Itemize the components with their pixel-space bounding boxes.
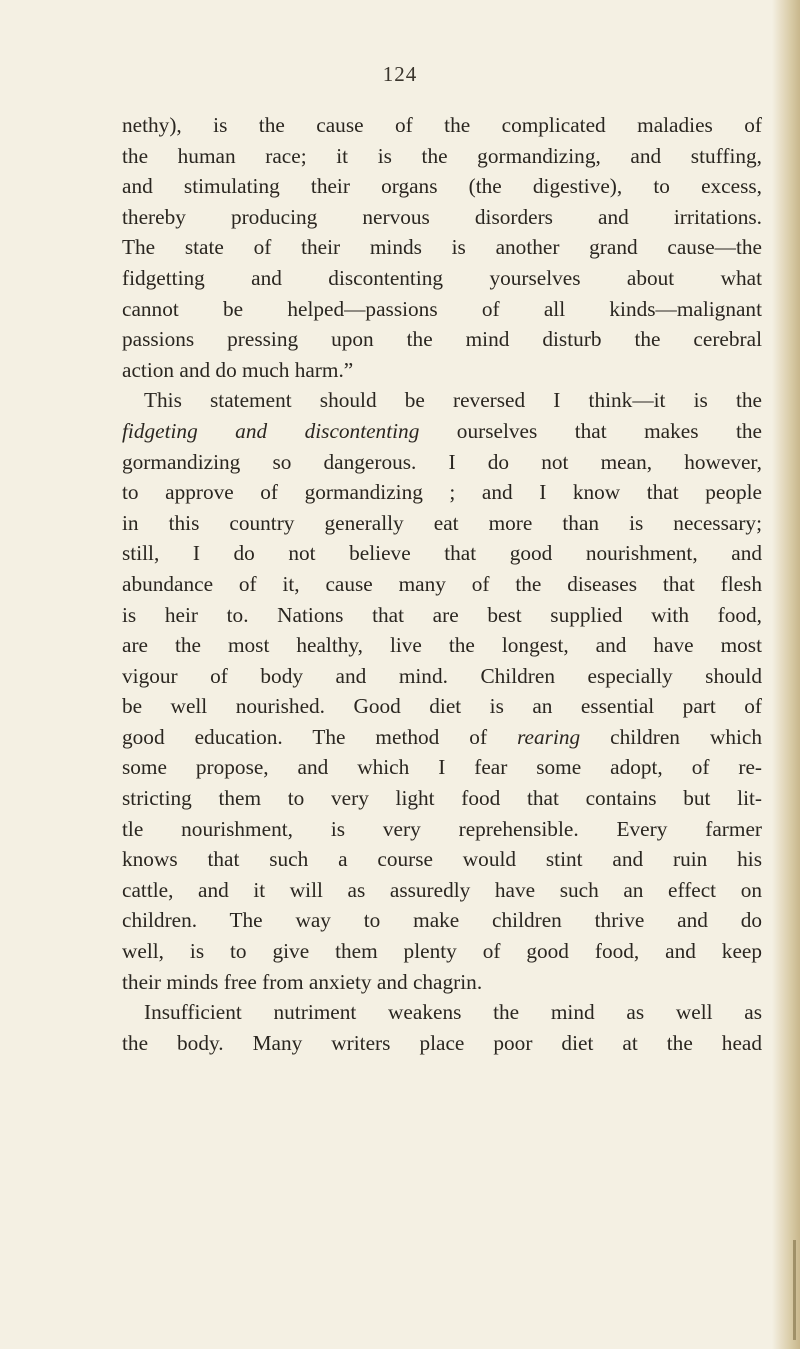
text-line: the human race; it is the gormandizing, and stuffing, [122,143,762,168]
text-line: The state of their minds is another grand cause—the [122,235,762,260]
text-line: fidgetting and discontenting yourselves about what [122,265,762,290]
text-segment: children which [580,724,762,749]
text-line: and stimulating their organs (the digestive), to excess, [122,174,762,199]
text-line: their minds free from anxiety and chagrin. [122,969,483,994]
text-line: passions pressing upon the mind disturb the cerebral [122,327,762,352]
text-line: well, is to give them plenty of good food, and keep [122,939,762,964]
text-line: thereby producing nervous disorders and irritations. [122,204,762,229]
page-edge-line [793,1240,796,1340]
text-segment: ourselves that makes the [419,418,762,443]
text-line: some propose, and which I fear some adopt, of re- [122,755,762,780]
text-line: cannot be helped—passions of all kinds—malignant [122,296,762,321]
text-line: gormandizing so dangerous. I do not mean, however, [122,449,762,474]
text-line: vigour of body and mind. Children especially should [122,663,762,688]
text-line: in this country generally eat more than is necessary; [122,510,762,535]
text-segment: good education. The method of [122,724,518,749]
text-line: is heir to. Nations that are best supplied with food, [122,602,762,627]
text-line [122,722,762,753]
page-number: 124 [382,62,418,86]
text-line: still, I do not believe that good nourishment, and [122,541,762,566]
text-line: This statement should be reversed I think—it is the [144,388,762,413]
text-line: to approve of gormandizing ; and I know that people [122,480,762,505]
text-line: stricting them to very light food that contains but lit- [122,786,762,811]
text-line: be well nourished. Good diet is an essential part of [122,694,762,719]
text-line: action and do much harm.” [122,357,354,382]
text-line [122,416,762,447]
text-line: knows that such a course would stint and ruin his [122,847,762,872]
text-line: nethy), is the cause of the complicated maladies of [122,113,762,137]
page-edge-shadow [772,0,800,1349]
text-line: children. The way to make children thrive and do [122,908,762,933]
text-line: Insufficient nutriment weakens the mind as well as [144,1000,762,1025]
text-line: tle nourishment, is very reprehensible. Every farmer [122,816,762,841]
body-text [122,110,762,1058]
text-line: the body. Many writers place poor diet at the head [122,1030,762,1055]
text-line: abundance of it, cause many of the diseases that flesh [122,571,762,596]
text-line: are the most healthy, live the longest, and have most [122,633,762,658]
italic-phrase: fidgeting and discontenting [122,418,420,443]
text-line: cattle, and it will as assuredly have such an effect on [122,877,762,902]
italic-phrase: rearing [517,724,581,749]
